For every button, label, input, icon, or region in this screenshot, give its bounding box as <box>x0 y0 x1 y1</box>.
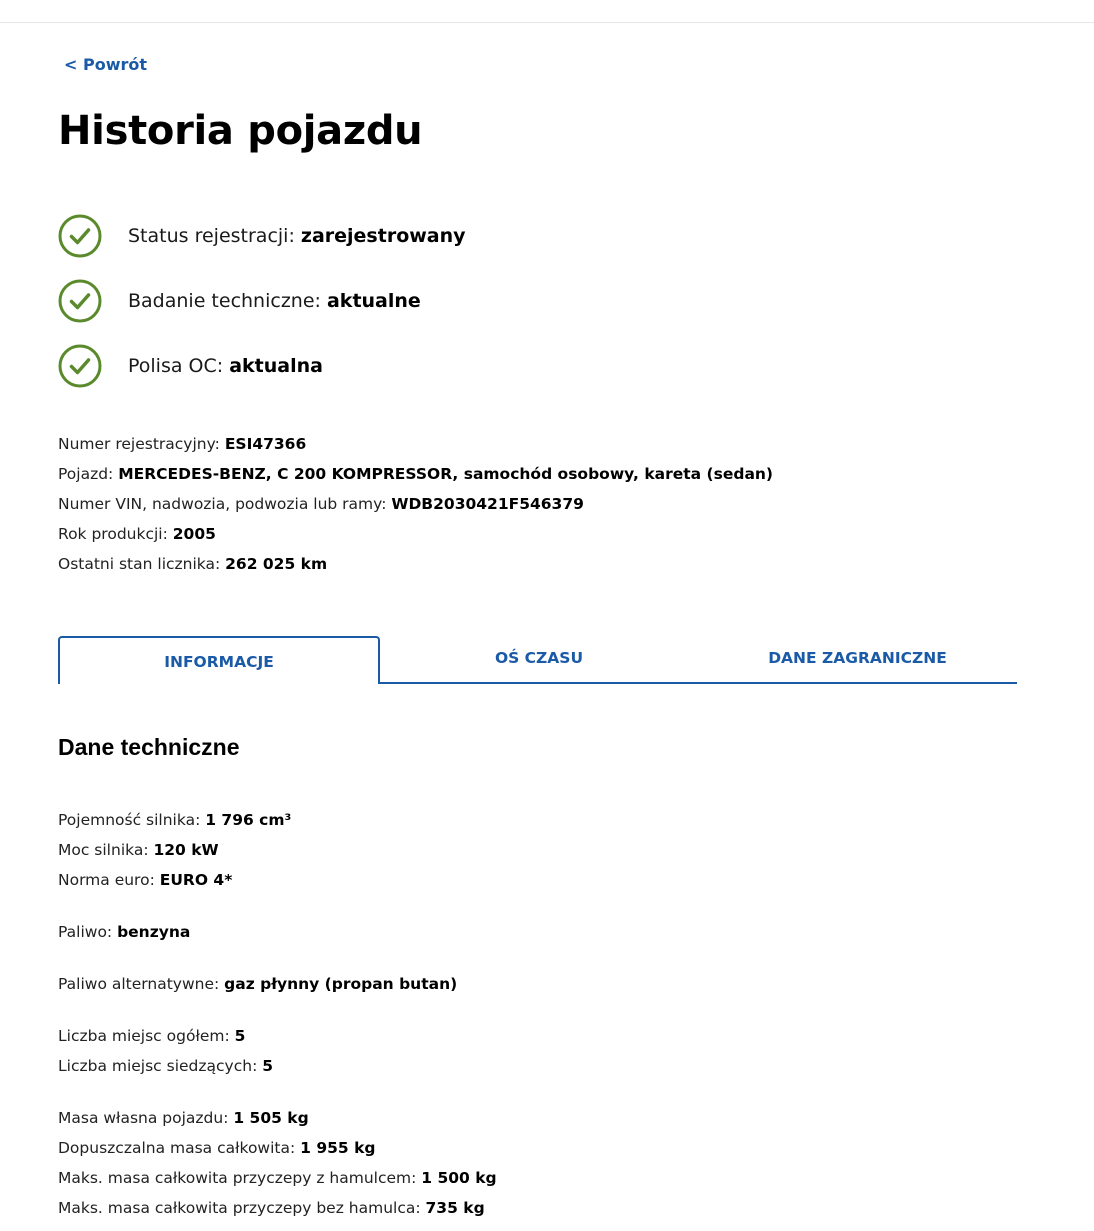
odometer-reading: Ostatni stan licznika: 262 025 km <box>58 555 328 573</box>
status-inspection <box>58 279 421 323</box>
tab-os-czasu[interactable]: OŚ CZASU <box>494 649 584 667</box>
spec-trailer-braked: Maks. masa całkowita przyczepy z hamulcem: 1 500 kg <box>58 1169 497 1187</box>
tab-dane-zagraniczne[interactable]: DANE ZAGRANICZNE <box>768 649 947 667</box>
production-year: Rok produkcji: 2005 <box>58 525 216 543</box>
vehicle-model: Pojazd: MERCEDES-BENZ, C 200 KOMPRESSOR, samochód osobowy, kareta (sedan) <box>58 465 774 483</box>
check-circle-icon <box>58 279 102 323</box>
section-title: Dane techniczne <box>58 734 240 760</box>
tab-informacje[interactable]: INFORMACJE <box>58 636 380 684</box>
status-inspection-text: Badanie techniczne: aktualne <box>128 290 421 312</box>
top-divider <box>0 22 1094 23</box>
spec-alternative-fuel: Paliwo alternatywne: gaz płynny (propan butan) <box>58 975 458 993</box>
spec-gross-weight: Dopuszczalna masa całkowita: 1 955 kg <box>58 1139 376 1157</box>
spec-engine-capacity: Pojemność silnika: 1 796 cm³ <box>58 811 292 829</box>
spec-engine-power: Moc silnika: 120 kW <box>58 841 219 859</box>
status-insurance-text: Polisa OC: aktualna <box>128 355 323 377</box>
back-link[interactable]: < Powrót <box>64 55 148 74</box>
status-insurance <box>58 344 323 388</box>
spec-curb-weight: Masa własna pojazdu: 1 505 kg <box>58 1109 309 1127</box>
vin-number: Numer VIN, nadwozia, podwozia lub ramy: WDB2030421F546379 <box>58 495 584 513</box>
status-registration <box>58 214 466 258</box>
status-registration-text: Status rejestracji: zarejestrowany <box>128 225 466 247</box>
spec-seats-sitting: Liczba miejsc siedzących: 5 <box>58 1057 274 1075</box>
spec-euro-norm: Norma euro: EURO 4* <box>58 871 233 889</box>
spec-fuel: Paliwo: benzyna <box>58 923 191 941</box>
registration-number: Numer rejestracyjny: ESI47366 <box>58 435 307 453</box>
spec-seats-total: Liczba miejsc ogółem: 5 <box>58 1027 246 1045</box>
check-circle-icon <box>58 214 102 258</box>
check-circle-icon <box>58 344 102 388</box>
spec-trailer-unbraked: Maks. masa całkowita przyczepy bez hamulca: 735 kg <box>58 1199 485 1217</box>
page-title: Historia pojazdu <box>58 108 423 154</box>
